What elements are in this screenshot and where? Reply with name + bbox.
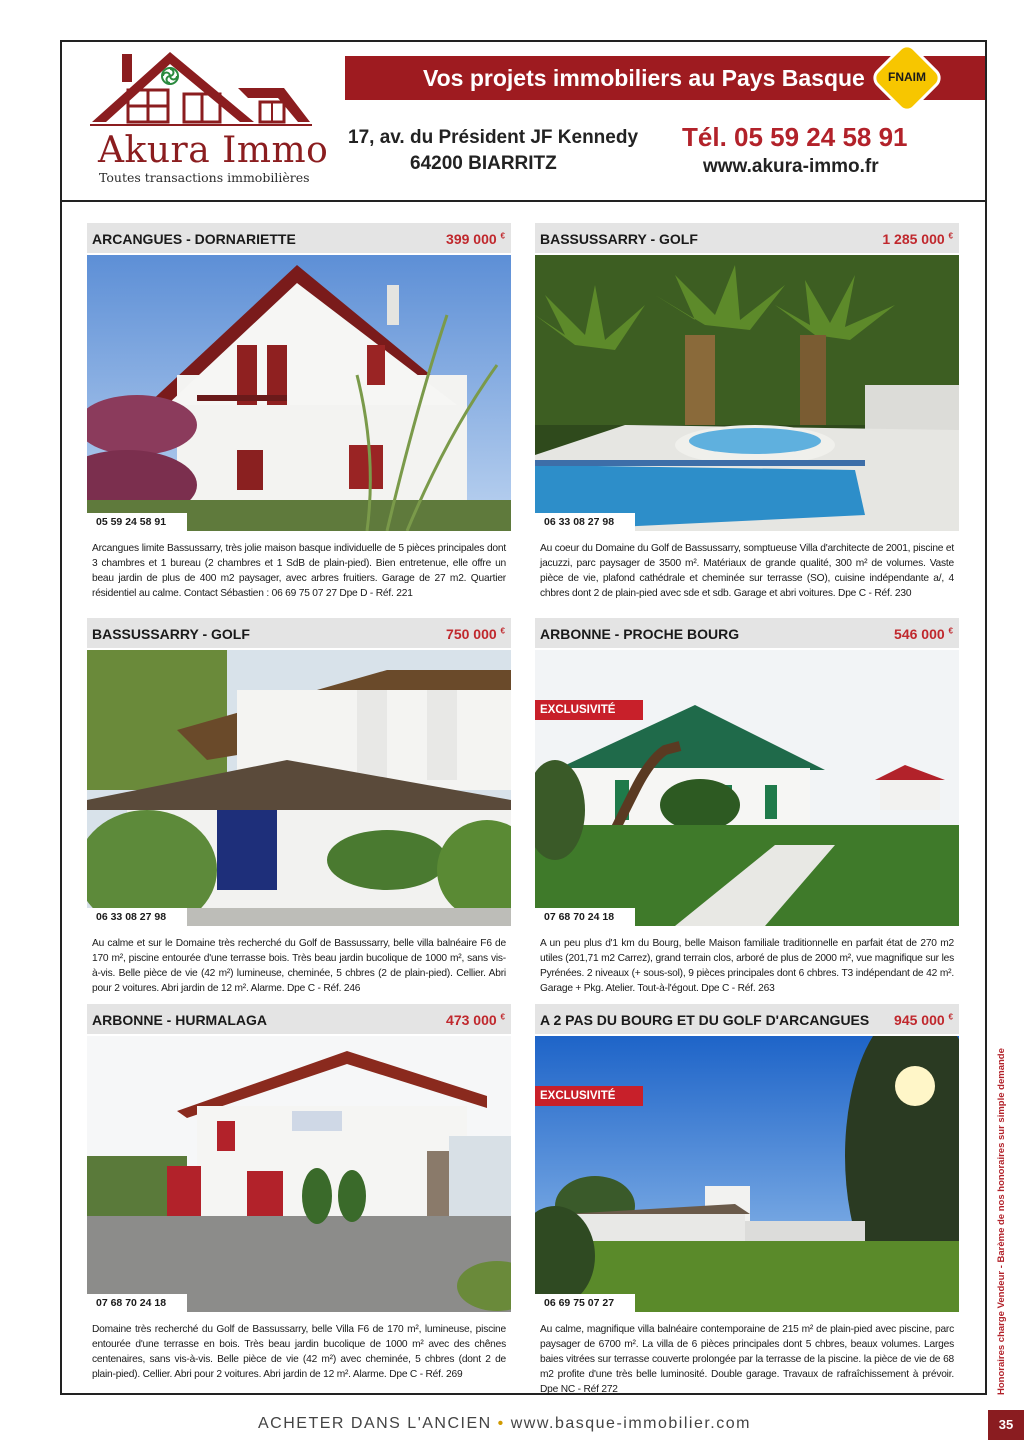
listing-photo[interactable] <box>535 1036 959 1312</box>
agency-phone: Tél. 05 59 24 58 91 <box>682 122 908 152</box>
address-line-1: 17, av. du Président JF Kennedy <box>348 127 639 148</box>
listing-header <box>87 1004 511 1034</box>
listing-phone: 07 68 70 24 18 <box>535 908 635 926</box>
listing-price: 1 285 000 € <box>882 231 953 247</box>
listing-description: Au calme et sur le Domaine très recherché du Golf de Bassussarry, belle villa balnéaire F6 de 170 m², piscine entourée d'une terrasse bois. Très beau jardin bucolique de 1000 m², sans vis-à-vis. Belle pièce de vie (42 m²) lumineuse, cheminée, 5 chbres (2 de plain-pied). Cellier. Abri pour 2 voitures. Abri jardin de 12 m². Alarme. Dpe C - Réf. 246 <box>92 938 506 994</box>
footer-text: ACHETER DANS L'ANCIEN • www.basque-immobilier.com <box>258 1415 751 1432</box>
listing-photo[interactable] <box>87 650 511 926</box>
fnaim-label: FNAIM <box>888 70 926 84</box>
listing-price: 546 000 € <box>894 626 953 642</box>
listing-title: ARCANGUES - DORNARIETTE <box>92 231 296 247</box>
listing-phone: 06 33 08 27 98 <box>87 908 187 926</box>
listing-header <box>87 223 511 253</box>
listing-header <box>535 223 959 253</box>
listing-header <box>535 618 959 648</box>
listing-price: 399 000 € <box>446 231 505 247</box>
listing-price: 473 000 € <box>446 1012 505 1028</box>
listing-description: Arcangues limite Bassussarry, très jolie maison basque individuelle de 5 pièces principales dont 3 chambres et 1 bureau (2 chambres et 1 SdB de plain-pied). Bien entretenue, elle offre un beau jardin de plus de 400 m2 paysager, avec arbres fruitiers. Garage de 27 m2. Quartier résidentiel au calme. Contact Sébastien : 06 69 75 07 27 Dpe D - Réf. 221 <box>92 543 506 599</box>
listing-title: A 2 PAS DU BOURG ET DU GOLF D'ARCANGUES <box>540 1012 870 1028</box>
listing-header <box>535 1004 959 1034</box>
page-number: 35 <box>988 1410 1024 1440</box>
brand-name: Akura Immo <box>98 130 329 171</box>
listing-title: ARBONNE - HURMALAGA <box>92 1012 267 1028</box>
listing-header <box>87 618 511 648</box>
listing-description: A un peu plus d'1 km du Bourg, belle Maison familiale traditionnelle en parfait état de 270 m2 utiles (201,71 m2 Carrez), grand terrain clos, arboré de plus de 2000 m², vue magnifique sur les Pyrénées. 2 niveaux (+ sous-sol), 9 pièces principales dont 6 chbres. T3 indépendant de 42 m². Garage + Pkg. Atelier. Tout-à-l'égout. Dpe C - Réf. 263 <box>540 938 954 994</box>
listing-title: BASSUSSARRY - GOLF <box>540 231 698 247</box>
listing-description: Au coeur du Domaine du Golf de Bassussarry, somptueuse Villa d'architecte de 2001, piscine et jacuzzi, parc paysager de 3500 m². Matériaux de grande qualité, 300 m² de volumes. Vaste pièce de vie, plafond cathédrale et cheminée sur terrasse (SO), cuisine indépendante a/, 4 chbres dont 2 de plain-pied avec sde et sdb. Garage et abri voitures. Dpe C - Réf. 230 <box>540 543 954 599</box>
listing-photo[interactable] <box>535 650 959 926</box>
listing-phone: 05 59 24 58 91 <box>87 513 187 531</box>
header-banner <box>345 56 985 100</box>
exclusive-badge: EXCLUSIVITÉ <box>535 1086 643 1106</box>
listing-phone: 06 33 08 27 98 <box>535 513 635 531</box>
listing-title: BASSUSSARRY - GOLF <box>92 626 250 642</box>
listing-title: ARBONNE - PROCHE BOURG <box>540 626 740 642</box>
footer-website-link[interactable]: www.basque-immobilier.com <box>510 1415 751 1432</box>
listing-phone: 07 68 70 24 18 <box>87 1294 187 1312</box>
company-logo <box>88 48 329 188</box>
fees-side-note: Honoraires charge Vendeur - Barème de nos honoraires sur simple demande <box>996 1048 1007 1395</box>
header-separator <box>60 200 987 202</box>
address-line-2: 64200 BIARRITZ <box>410 153 557 174</box>
agency-website[interactable]: www.akura-immo.fr <box>703 156 879 177</box>
listing-photo[interactable] <box>87 255 511 531</box>
listing-description: Domaine très recherché du Golf de Bassussarry, belle Villa F6 de 170 m², lumineuse, piscine entourée d'une terrasse en bois. Très beau jardin bucolique de 1000 m² avec des chênes centenaires, sans vis-à-vis. Belle pièce de vie (42 m²) avec cheminée, 5 chbres (dont 2 de plain-pied). Cellier. Abri pour 2 voitures. Abri jardin de 12 m². Alarme. Dpe C - Réf. 269 <box>92 1324 506 1380</box>
exclusive-badge: EXCLUSIVITÉ <box>535 700 643 720</box>
listing-price: 945 000 € <box>894 1012 953 1028</box>
listing-photo[interactable] <box>87 1036 511 1312</box>
listing-description: Au calme, magnifique villa balnéaire contemporaine de 215 m² de plain-pied avec piscine, parc paysager de 6700 m². La villa de 6 pièces principales dont 5 chbres, beaux volumes. Larges baies vitrées sur terrasse couverte prolongée par la terrasse de la piscine. la pièce de vie de 68 m2 profite d'une très belle luminosité. Double garage. Travaux de rafraîchissement à prévoir. Dpe NC - Réf 272 <box>540 1324 954 1395</box>
house-logo-icon <box>88 48 314 128</box>
banner-text: Vos projets immobiliers au Pays Basque <box>423 65 865 91</box>
listing-phone: 06 69 75 07 27 <box>535 1294 635 1312</box>
listing-price: 750 000 € <box>446 626 505 642</box>
listing-photo[interactable] <box>535 255 959 531</box>
brand-tagline: Toutes transactions immobilières <box>99 170 310 185</box>
